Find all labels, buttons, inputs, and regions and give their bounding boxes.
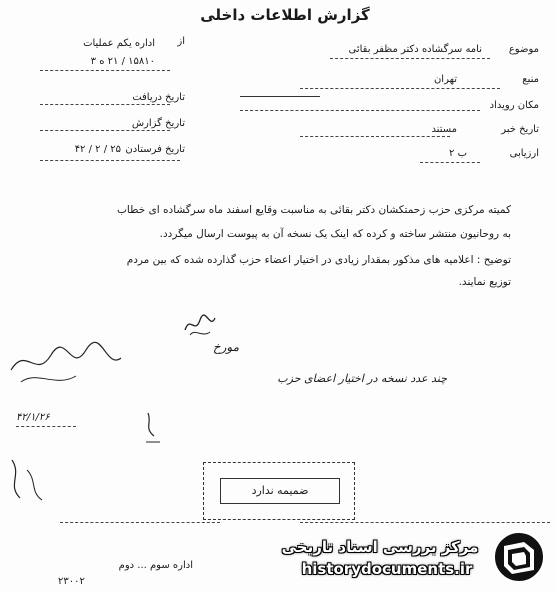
rating-label: ارزیابی — [509, 148, 539, 159]
source-value: تهران — [433, 74, 457, 85]
source-line — [300, 88, 500, 89]
reporter-value: مستند — [431, 124, 457, 135]
handwritten-note-2: چند عدد نسخه در اختیار اعضای حزب — [277, 372, 447, 385]
watermark-url: historydocuments.ir — [301, 560, 473, 578]
body-line-1: کمیته مرکزی حزب زحمتکشان دکتر بقائی به مناسبت وقایع اسفند ماه سرگشاده ای خطاب — [117, 204, 511, 216]
subject-label: موضوع — [508, 44, 539, 55]
stamp-text: ضمیمه ندارد — [220, 478, 340, 504]
handwriting-scribble — [6, 340, 126, 390]
send-line — [40, 160, 180, 161]
rating-line — [420, 162, 480, 163]
body-line-3: توضیح : اعلامیه های مذکور بمقدار زیادی در اختیار اعضاء حزب گذارده شده که بین مردم — [126, 254, 511, 266]
source-label: منبع — [522, 74, 539, 85]
subject-line — [330, 58, 490, 59]
footer-code: ۲۳۰۰۲ — [58, 576, 85, 587]
send-date-value: ۴۲ / ۲ / ۲۵ — [74, 144, 121, 155]
report-line — [40, 130, 170, 131]
subject-value: نامه سرگشاده دکتر مظفر بقائی — [348, 44, 482, 55]
date-line — [300, 136, 450, 137]
handwriting-mark-1 — [180, 310, 220, 340]
number-value: ۱۵۸۱۰ / ۲۱ ه ۳ — [90, 56, 155, 67]
handwritten-date: ۴۲/۱/۲۶ — [16, 412, 50, 423]
footer-line-right — [300, 522, 550, 523]
date-underline — [16, 426, 76, 427]
body-line-2: به روحانیون منتشر ساخته و کرده که اینک یک نسخه آن به پیوست ارسال میگردد. — [159, 228, 511, 240]
send-date-label: تاریخ فرستادن — [125, 144, 185, 155]
watermark-persian: مرکز بررسی اسناد تاریخی — [281, 538, 479, 556]
body-line-4: توزیع نمایند. — [458, 276, 511, 288]
document-title: گزارش اطلاعات داخلی — [200, 6, 370, 24]
handwritten-note-1: مورخ — [212, 340, 239, 354]
date-label: تاریخ خبر — [501, 124, 539, 135]
received-line — [40, 104, 170, 105]
archive-logo-icon — [490, 530, 548, 584]
footer-line-left — [60, 522, 220, 523]
rating-value: ب ۲ — [449, 148, 467, 159]
date-report-label: تاریخ گزارش — [131, 118, 185, 129]
place-label: مکان رویداد — [489, 100, 539, 111]
place-box-top — [240, 96, 320, 97]
date-received-label: تاریخ دریافت — [132, 92, 185, 103]
number-line — [40, 70, 170, 71]
handwriting-mark-2 — [140, 408, 170, 448]
place-line — [240, 110, 480, 111]
footer-text: اداره سوم ... دوم — [118, 560, 193, 571]
from-label: از — [177, 36, 185, 47]
handwriting-mark-3 — [2, 450, 52, 510]
office-value: اداره یکم عملیات — [83, 38, 155, 49]
